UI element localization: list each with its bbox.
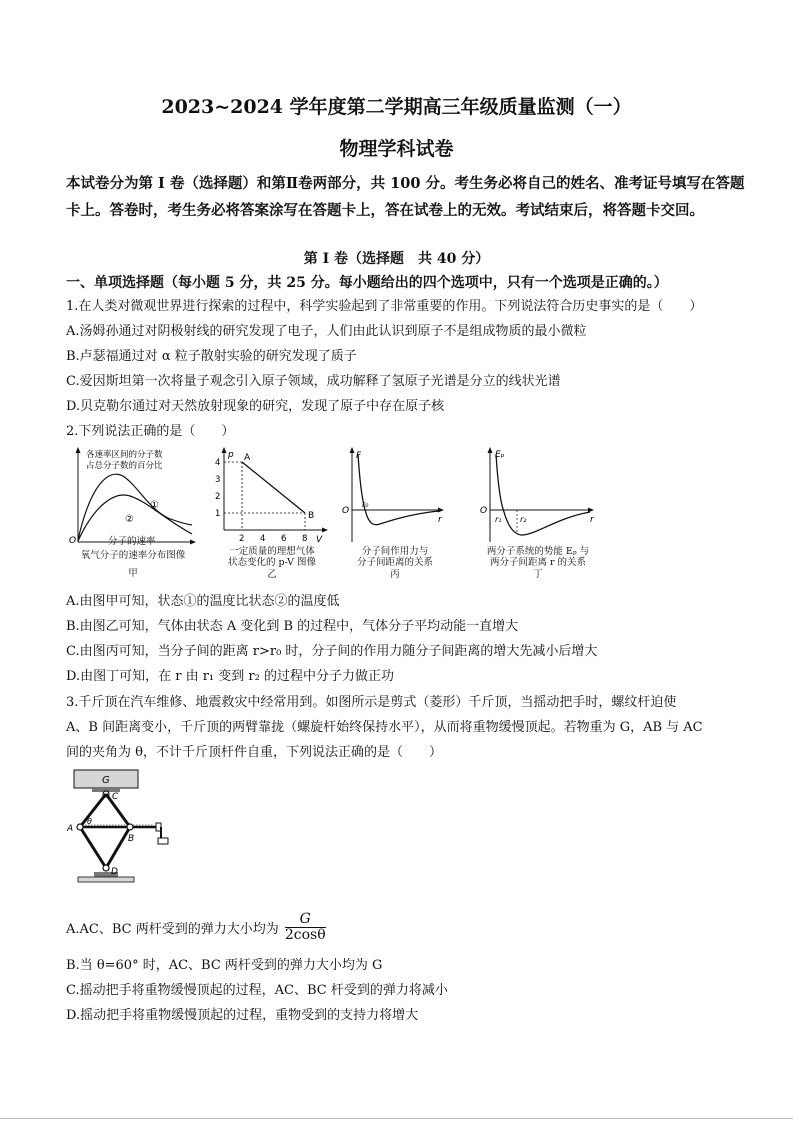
bing-ylabel: F — [356, 451, 362, 461]
q2-option-a[interactable]: A.由图甲可知，状态①的温度比状态②的温度低 — [66, 594, 340, 609]
q2-option-c[interactable]: C.由图丙可知，当分子间的距离 r>r₀ 时，分子间的作用力随分子间距离的增大先减小后增大 — [66, 644, 598, 659]
bing-label: 丙 — [390, 569, 400, 580]
figure-yi — [212, 446, 332, 586]
label-d: D — [111, 867, 118, 877]
ding-ylabel: Eₚ — [495, 450, 505, 460]
yi-xtick: 6 — [281, 534, 287, 544]
scissor-jack-figure — [64, 766, 174, 892]
yi-xlabel: V — [316, 535, 323, 545]
bing-origin: O — [342, 506, 350, 516]
ding-caption-1: 两分子系统的势能 Eₚ 与 — [486, 546, 590, 557]
yi-ytick: 4 — [215, 458, 221, 468]
ding-label: 丁 — [533, 569, 543, 580]
q3-option-a-numerator: G — [285, 912, 326, 928]
q1-option-a[interactable]: A.汤姆孙通过对阴极射线的研究发现了电子，人们由此认识到原子不是组成物质的最小微粒 — [66, 324, 587, 339]
yi-xtick: 2 — [239, 534, 245, 544]
bing-caption-1: 分子间作用力与 — [361, 546, 429, 557]
scissor-jack-drawing — [64, 766, 174, 892]
q3-option-d[interactable]: D.摇动把手将重物缓慢顶起的过程，重物受到的支持力将增大 — [66, 1008, 419, 1023]
exam-title: 2023~2024 学年度第二学期高三年级质量监测（一） — [161, 96, 632, 118]
q2-stem: 2.下列说法正确的是（ ） — [66, 424, 235, 439]
figure-ding — [476, 446, 600, 586]
jia-xlabel: 分子的速率 — [108, 536, 156, 547]
q3-option-c[interactable]: C.摇动把手将重物缓慢顶起的过程，AC、BC 杆受到的弹力将减小 — [66, 983, 448, 998]
jia-origin: O — [69, 536, 77, 546]
page-bottom-rule — [0, 1118, 793, 1119]
arm-ac — [80, 794, 106, 827]
yi-label: 乙 — [267, 569, 277, 580]
label-theta: θ — [87, 817, 92, 826]
bing-force-curve — [358, 454, 440, 525]
figure-bing — [340, 446, 450, 586]
yi-caption-2: 状态变化的 p-V 图像 — [227, 557, 316, 568]
yi-ytick: 1 — [215, 509, 221, 519]
ding-graph — [476, 446, 600, 546]
q3-option-b[interactable]: B.当 θ=60° 时，AC、BC 两杆受到的弹力大小均为 G — [66, 958, 383, 973]
label-b: B — [128, 834, 135, 844]
yi-caption-1: 一定质量的理想气体 — [229, 546, 315, 557]
jia-curve-2 — [78, 495, 192, 541]
jia-curve-1 — [78, 474, 192, 540]
label-c: C — [112, 792, 119, 802]
bing-r0: r₀ — [362, 500, 369, 509]
q1-stem: 1.在人类对微观世界进行探索的过程中，科学实验起到了非常重要的作用。下列说法符合历史事实的是（ ） — [66, 299, 703, 314]
q1-option-c[interactable]: C.爱因斯坦第一次将量子观念引入原子领域，成功解释了氢原子光谱是分立的线状光谱 — [66, 374, 561, 389]
jia-curve-2-label: ② — [125, 514, 134, 525]
label-a: A — [67, 824, 74, 834]
q3-stem-line-3: 间的夹角为 θ，不计千斤顶杆件自重，下列说法正确的是（ ） — [66, 745, 442, 760]
exam-subtitle: 物理学科试卷 — [339, 138, 454, 160]
ding-caption-2: 两分子间距离 r 的关系 — [489, 557, 587, 568]
bing-graph — [340, 446, 450, 546]
q3-stem-line-1: 3.千斤顶在汽车维修、地震救灾中经常用到。如图所示是剪式（菱形）千斤顶，当摇动把手时，螺纹杆迫使 — [66, 695, 677, 710]
q3-option-a-fraction — [285, 912, 326, 943]
q2-option-b[interactable]: B.由图乙可知，气体由状态 A 变化到 B 的过程中，气体分子平均动能一直增大 — [66, 619, 519, 634]
bing-xlabel: r — [438, 515, 442, 525]
jia-curve-1-label: ① — [150, 500, 159, 511]
jia-ytitle-1: 各速率区间的分子数 — [86, 450, 163, 460]
ding-r2: r₂ — [520, 515, 527, 524]
q1-option-d[interactable]: D.贝克勒尔通过对天然放射现象的研究，发现了原子中存在原子核 — [66, 399, 445, 414]
label-g: G — [102, 775, 110, 786]
ding-xlabel: r — [590, 515, 594, 525]
bing-caption-2: 分子间距离的关系 — [356, 557, 433, 568]
q3-stem-line-2: A、B 间距离变小，千斤顶的两臂靠拢（螺旋杆始终保持水平），从而将重物缓慢顶起。若物重为 G，AB 与 AC — [66, 720, 703, 735]
jia-graph — [68, 446, 198, 546]
q3-option-a[interactable] — [66, 912, 326, 943]
jia-label: 甲 — [128, 568, 138, 579]
ding-energy-curve — [496, 454, 590, 535]
section1-heading: 一、单项选择题（每小题 5 分，共 25 分。每小题给出的四个选项中，只有一个选项是正确的。） — [66, 275, 668, 291]
q1-option-b[interactable]: B.卢瑟福通过对 α 粒子散射实验的研究发现了质子 — [66, 349, 357, 364]
yi-xtick: 8 — [302, 534, 308, 544]
jia-ytitle-2: 占总分子数的百分比 — [86, 461, 163, 471]
ding-origin: O — [480, 506, 488, 516]
ding-r1: r₁ — [495, 515, 502, 524]
yi-graph — [212, 446, 332, 546]
yi-ytick: 3 — [215, 475, 221, 485]
yi-ytick: 2 — [215, 492, 221, 502]
q3-option-a-denominator: 2cosθ — [284, 927, 326, 943]
ground-base — [78, 877, 134, 882]
exam-instructions: 本试卷分为第 I 卷（选择题）和第Ⅱ卷两部分，共 100 分。考生务必将自己的姓名、准考证号填写在答题卡上。答卷时，考生务必将答案涂写在答题卡上，答在试卷上的无效。考试结束后，将答题卡交回。 — [66, 175, 745, 219]
yi-point-a: A — [244, 453, 251, 463]
jia-caption: 氧气分子的速率分布图像 — [80, 550, 186, 561]
crank-handle — [158, 838, 168, 844]
yi-process-line — [242, 462, 305, 513]
q3-option-a-text: A.AC、BC 两杆受到的弹力大小均为 — [66, 922, 279, 937]
figure-jia — [68, 446, 198, 586]
yi-point-b: B — [308, 511, 315, 521]
yi-ylabel: p — [228, 450, 234, 460]
q2-option-d[interactable]: D.由图丁可知，在 r 由 r₁ 变到 r₂ 的过程中分子力做正功 — [66, 669, 394, 684]
yi-xtick: 4 — [260, 534, 266, 544]
part1-heading: 第 I 卷（选择题 共 40 分） — [303, 251, 490, 267]
